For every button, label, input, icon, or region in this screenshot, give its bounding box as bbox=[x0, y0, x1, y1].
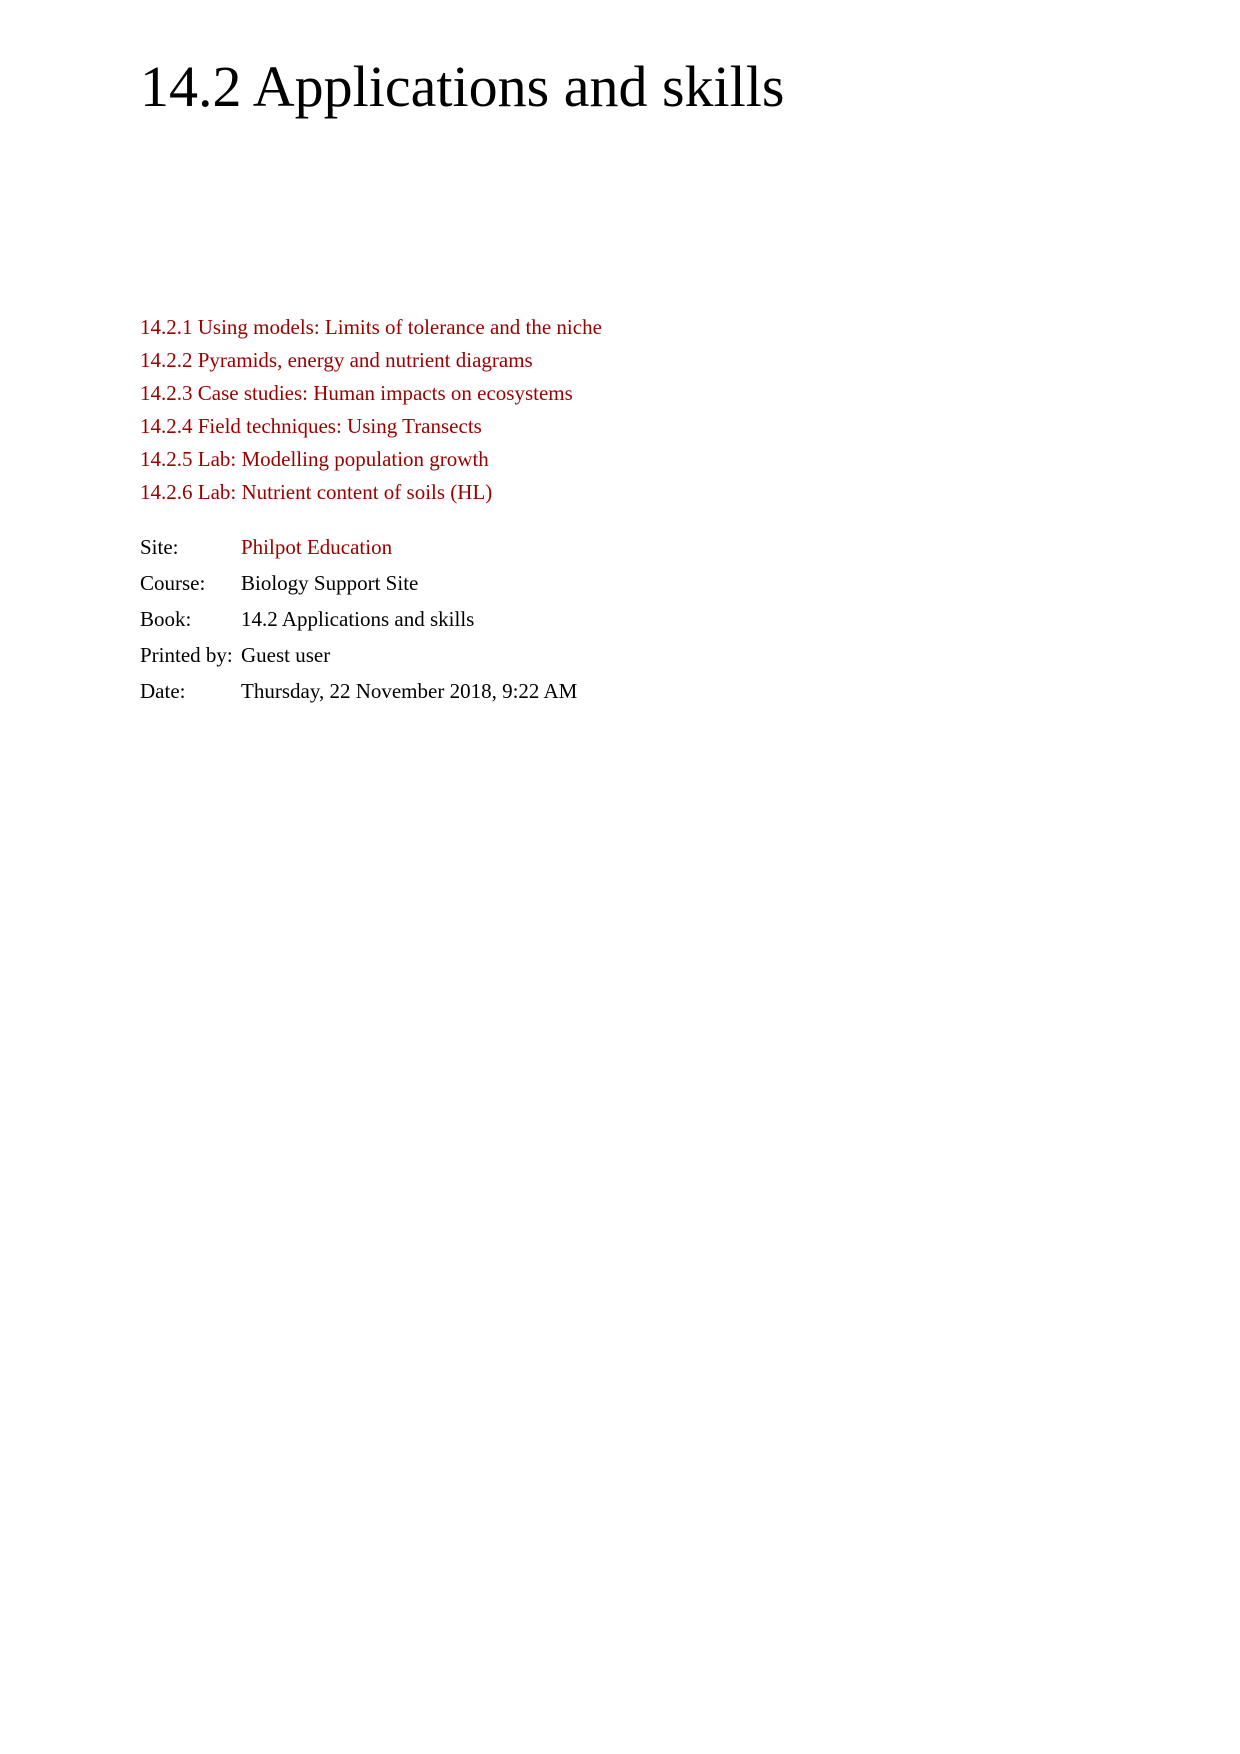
course-value: Biology Support Site bbox=[241, 571, 419, 595]
toc-item bbox=[140, 311, 602, 344]
toc-item bbox=[140, 476, 602, 509]
info-row-course bbox=[140, 565, 577, 601]
course-label: Course: bbox=[140, 571, 206, 595]
toc-link-14-2-3[interactable]: 14.2.3 Case studies: Human impacts on ecosystems bbox=[140, 381, 573, 405]
site-link[interactable]: Philpot Education bbox=[241, 535, 393, 559]
toc-item bbox=[140, 410, 602, 443]
date-label: Date: bbox=[140, 679, 186, 703]
toc-item bbox=[140, 443, 602, 476]
info-row-site bbox=[140, 529, 577, 565]
toc-link-14-2-5[interactable]: 14.2.5 Lab: Modelling population growth bbox=[140, 447, 489, 471]
printed-by-label: Printed by: bbox=[140, 643, 233, 667]
site-value-cell bbox=[241, 529, 577, 565]
info-row-date bbox=[140, 673, 577, 709]
book-value: 14.2 Applications and skills bbox=[241, 607, 475, 631]
page-title: 14.2 Applications and skills bbox=[140, 54, 785, 119]
toc-item bbox=[140, 377, 602, 410]
site-label: Site: bbox=[140, 535, 179, 559]
toc-link-14-2-1[interactable]: 14.2.1 Using models: Limits of tolerance and the niche bbox=[140, 315, 602, 339]
book-label: Book: bbox=[140, 607, 192, 631]
toc-link-14-2-2[interactable]: 14.2.2 Pyramids, energy and nutrient diagrams bbox=[140, 348, 533, 372]
toc-link-14-2-6[interactable]: 14.2.6 Lab: Nutrient content of soils (HL) bbox=[140, 480, 493, 504]
toc-link-14-2-4[interactable]: 14.2.4 Field techniques: Using Transects bbox=[140, 414, 482, 438]
book-info-table bbox=[140, 529, 577, 709]
table-of-contents bbox=[140, 311, 602, 509]
info-row-printed-by bbox=[140, 637, 577, 673]
info-row-book bbox=[140, 601, 577, 637]
toc-item bbox=[140, 344, 602, 377]
printed-by-value: Guest user bbox=[241, 643, 331, 667]
date-value: Thursday, 22 November 2018, 9:22 AM bbox=[241, 679, 578, 703]
